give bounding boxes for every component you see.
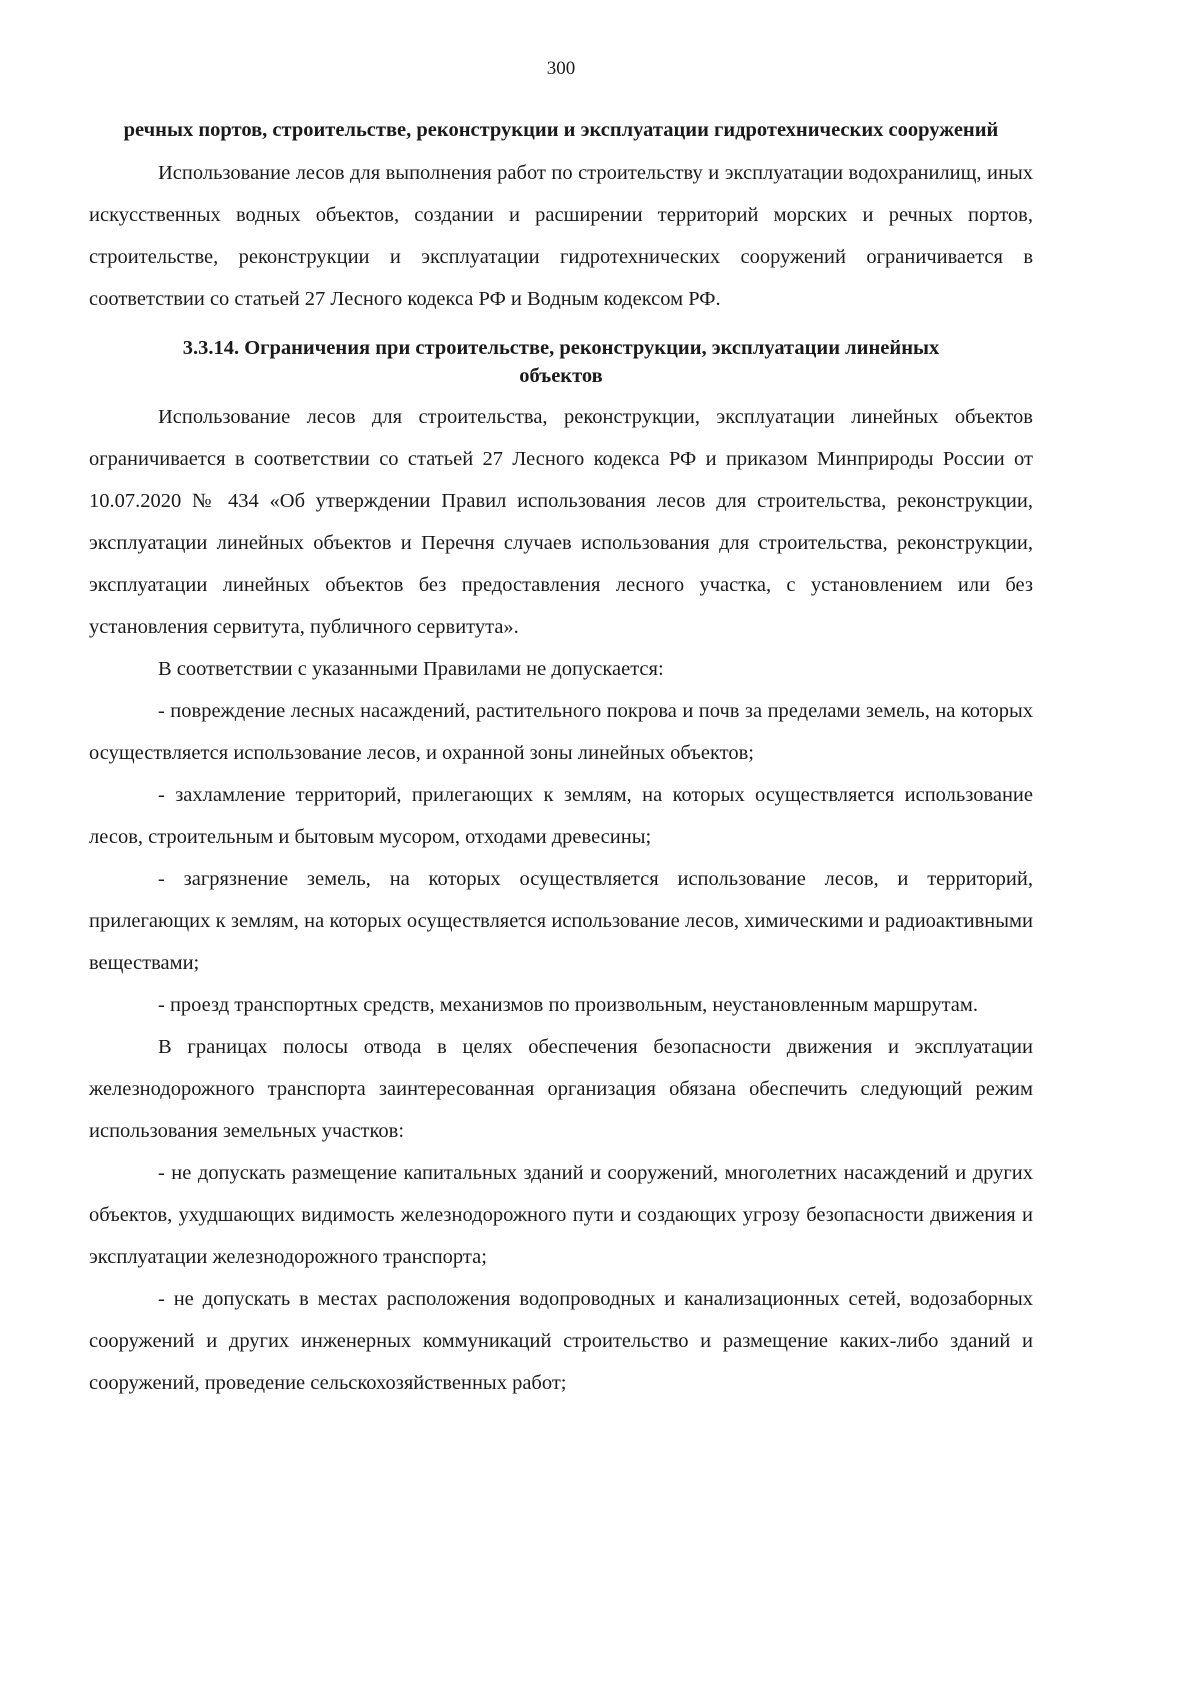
list-item: - загрязнение земель, на которых осуществляется использование лесов, и территорий, прилегающих к землям, на которых осуществляется использование лесов, химическими и радиоактивными веществами;: [89, 868, 1033, 974]
page-content: [89, 116, 1033, 1404]
list-item: - не допускать размещение капитальных зданий и сооружений, многолетних насаждений и других объектов, ухудшающих видимость железнодорожного пути и создающих угрозу безопасности движения и эксплуатации железнодорожного транспорта;: [89, 1162, 1033, 1268]
paragraph-rules-intro: В соответствии с указанными Правилами не допускается:: [158, 658, 664, 680]
paragraph-hydro: Использование лесов для выполнения работ по строительству и эксплуатации водохранилищ, иных искусственных водных объектов, создании и расширении территорий морских и речных портов, строительстве, реконструкции и эксплуатации гидротехнических сооружений ограничивается в соответствии со статьей 27 Лесного кодекса РФ и Водным кодексом РФ.: [89, 162, 1033, 310]
list-item: - повреждение лесных насаждений, растительного покрова и почв за пределами земель, на которых осуществляется использование лесов, и охранной зоны линейных объектов;: [89, 700, 1033, 764]
list-item: - захламление территорий, прилегающих к землям, на которых осуществляется использование лесов, строительным и бытовым мусором, отходами древесины;: [89, 784, 1033, 848]
page-number: 300: [546, 58, 576, 79]
paragraph-railway: В границах полосы отвода в целях обеспечения безопасности движения и эксплуатации железнодорожного транспорта заинтересованная организация обязана обеспечить следующий режим использования земельных участков:: [89, 1036, 1033, 1142]
section-heading: 3.3.14. Ограничения при строительстве, реконструкции, эксплуатации линейных объектов: [182, 337, 940, 387]
heading-continuation: речных портов, строительстве, реконструкции и эксплуатации гидротехнических сооружений: [123, 119, 999, 141]
list-item: - проезд транспортных средств, механизмов по произвольным, неустановленным маршрутам.: [158, 994, 978, 1016]
paragraph-linear: Использование лесов для строительства, реконструкции, эксплуатации линейных объектов ограничивается в соответствии со статьей 27 Лесного кодекса РФ и приказом Минприроды России от 10.07.2020 № 434 «Об утверждении Правил использования лесов для строительства, реконструкции, эксплуатации линейных объектов и Перечня случаев использования для строительства, реконструкции, эксплуатации линейных объектов без предоставления лесного участка, с установлением или без установления сервитута, публичного сервитута».: [89, 406, 1033, 638]
list-item: - не допускать в местах расположения водопроводных и канализационных сетей, водозаборных сооружений и других инженерных коммуникаций строительство и размещение каких-либо зданий и сооружений, проведение сельскохозяйственных работ;: [89, 1288, 1033, 1394]
